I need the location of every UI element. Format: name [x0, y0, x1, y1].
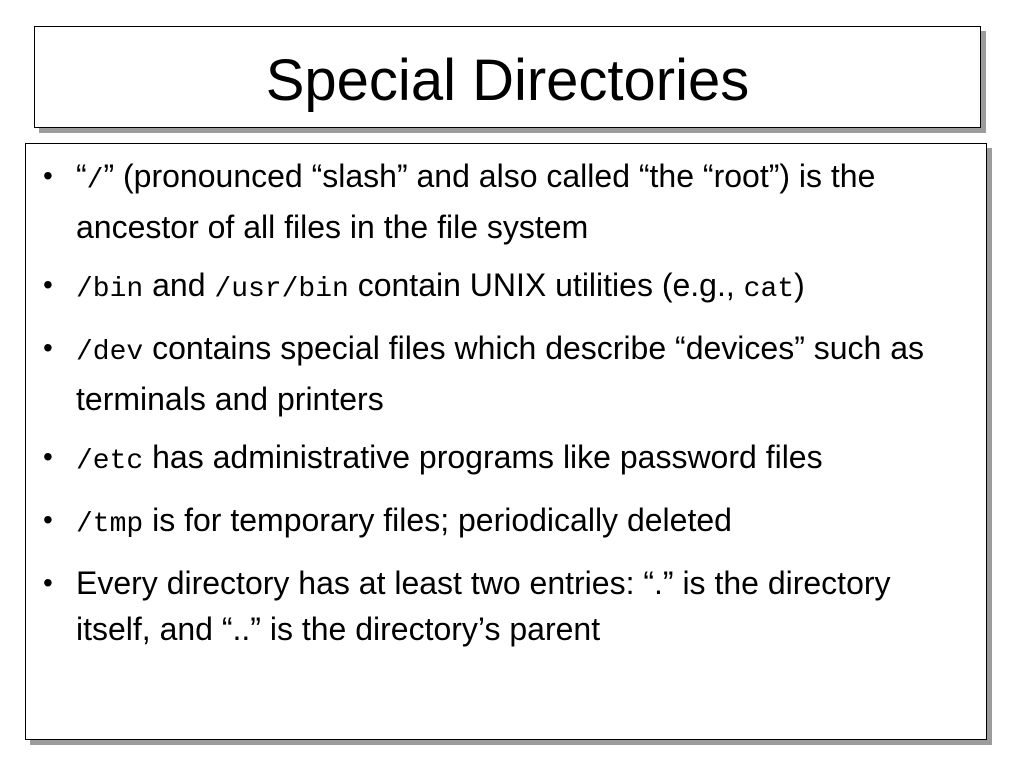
- bullet-marker: •: [43, 160, 53, 191]
- code-path: /bin: [76, 274, 144, 305]
- bullet-text: “: [76, 158, 87, 194]
- bullet-text: has administrative programs like password files: [143, 439, 823, 475]
- bullet-item-entries: [26, 560, 981, 652]
- bullet-item-etc: [26, 434, 981, 485]
- code-path: /tmp: [76, 509, 144, 540]
- bullet-item-dev: [26, 325, 981, 422]
- bullet-marker: •: [43, 269, 53, 300]
- slide-title-box: [34, 26, 981, 128]
- bullet-marker: •: [43, 504, 53, 535]
- code-path: /etc: [76, 446, 144, 477]
- code-path: /dev: [76, 337, 144, 368]
- bullet-item-tmp: [26, 497, 981, 548]
- bullet-text: ” (pronounced “slash” and also called “the “root”) is the ancestor of all files in the file system: [76, 158, 876, 245]
- slide-title: Special Directories: [265, 48, 750, 113]
- bullet-list: [26, 153, 981, 664]
- bullet-item-bin: [26, 262, 981, 313]
- slide-body-box: [25, 143, 987, 740]
- code-path: /: [86, 165, 104, 196]
- bullet-text: contains special files which describe “devices” such as terminals and printers: [76, 330, 925, 417]
- bullet-text: and: [143, 267, 215, 303]
- bullet-text: is for temporary files; periodically deleted: [143, 502, 732, 538]
- code-command: cat: [743, 274, 795, 305]
- bullet-text: contain UNIX utilities (e.g.,: [348, 267, 744, 303]
- bullet-marker: •: [43, 441, 53, 472]
- code-path: /usr/bin: [214, 274, 349, 305]
- bullet-item-root: [26, 153, 981, 250]
- bullet-text: Every directory has at least two entries: “.” is the directory itself, and “..” is the directory’s parent: [76, 565, 891, 647]
- bullet-marker: •: [43, 567, 53, 598]
- bullet-marker: •: [43, 332, 53, 363]
- bullet-text: ): [794, 267, 805, 303]
